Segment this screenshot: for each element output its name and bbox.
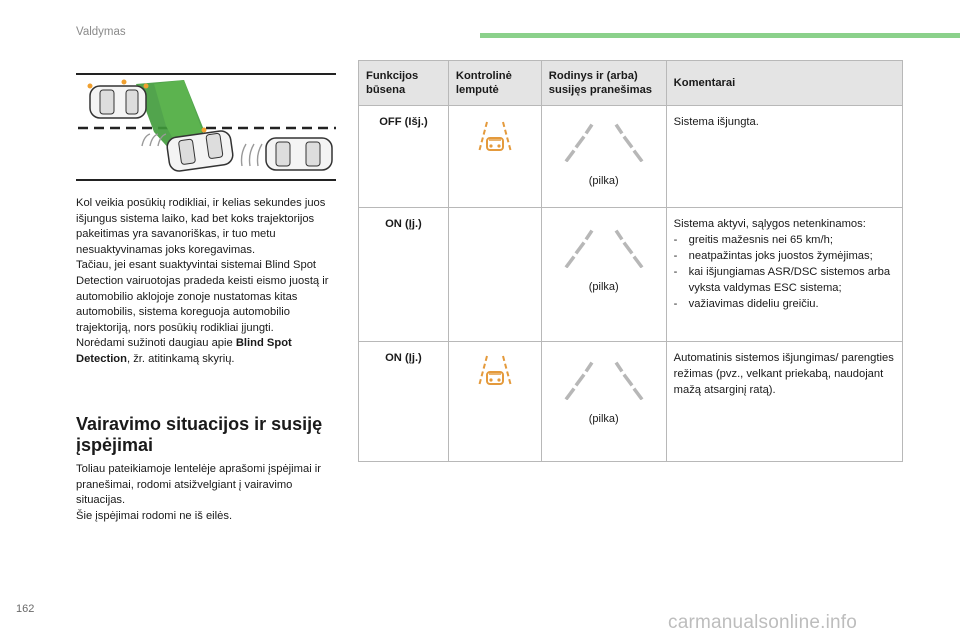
display-cell: [541, 208, 666, 342]
header-accent-bar: [480, 33, 960, 38]
page-number: 162: [16, 603, 35, 615]
lane-keep-warning-icon: [475, 120, 515, 156]
state-cell: ON (Įj.): [359, 342, 449, 462]
table-row: [359, 342, 903, 462]
lamp-cell: [448, 208, 541, 342]
paragraph-2: Tačiau, jei esant suaktyvintai sistemai Blind Spot Detection vairuotojas pradeda keisti eismo juostą ir automobilio aklojoje zonoje nustatomas kitas automobilis, sistema koreguoja automobilio trajektoriją, nors posūkių rodikliai įjungti.: [76, 259, 329, 334]
comment-text: Sistema aktyvi, sąlygos netenkinamos:: [673, 218, 866, 230]
more-info: [76, 336, 338, 367]
conditions-list: [674, 232, 895, 312]
table-row: [359, 106, 903, 208]
lane-change-illustration-icon: [76, 70, 336, 182]
header-comment: Komentarai: [666, 61, 902, 106]
list-item: - kai išjungiamas ASR/DSC sistemos arba vyksta valdymas ESC sistema;: [674, 264, 895, 296]
display-caption: (pilka): [588, 281, 619, 293]
state-cell: ON (Įj.): [359, 208, 449, 342]
display-caption: (pilka): [588, 413, 619, 425]
list-item: - greitis mažesnis nei 65 km/h;: [674, 232, 895, 248]
lane-lines-grey-icon: [559, 122, 649, 162]
table-intro: [76, 462, 338, 524]
list-item: - neatpažintas joks juostos žymėjimas;: [674, 248, 895, 264]
situations-table: [358, 60, 903, 462]
list-item: - važiavimas dideliu greičiu.: [674, 296, 895, 312]
header-display: Rodinys ir (arba) susijęs pranešimas: [541, 61, 666, 106]
display-cell: [541, 342, 666, 462]
state-cell: OFF (Išj.): [359, 106, 449, 208]
header-lamp: Kontrolinė lemputė: [448, 61, 541, 106]
comment-cell: Sistema išjungta.: [666, 106, 902, 208]
watermark: carmanualsonline.info: [668, 612, 858, 633]
intro-1: Toliau pateikiamoje lentelėje aprašomi įspėjimai ir pranešimai, rodomi atsižvelgiant į vairavimo situacijas.: [76, 463, 321, 507]
more-info-prefix: Norėdami sužinoti daugiau apie: [76, 337, 236, 350]
comment-cell: Automatinis sistemos išjungimas/ parengties režimas (pvz., velkant priekabą, naudojant mažą atsarginį ratą).: [666, 342, 902, 462]
more-info-suffix: , žr. atitinkamą skyrių.: [126, 352, 235, 365]
display-caption: (pilka): [588, 175, 619, 187]
paragraph-1: Kol veikia posūkių rodikliai, ir kelias sekundes juos išjungus sistema laiko, kad bet koks trajektorijos pakeitimas yra savanoriškas, ir tuo metu nesuaktyvinamas joks koregavimas.: [76, 197, 326, 256]
lane-keep-warning-icon: [475, 354, 515, 390]
more-info-bold: Blind Spot Detection: [76, 337, 292, 365]
section-heading: Vairavimo situacijos ir susiję įspėjimai: [76, 414, 323, 455]
display-cell: [541, 106, 666, 208]
table-header-row: [359, 61, 903, 106]
comment-cell: [666, 208, 902, 342]
lamp-cell: [448, 106, 541, 208]
intro-paragraphs: [76, 196, 338, 368]
lane-lines-grey-icon: [559, 228, 649, 268]
lane-lines-grey-icon: [559, 360, 649, 400]
header-function: Funkcijos būsena: [359, 61, 449, 106]
intro-2: Šie įspėjimai rodomi ne iš eilės.: [76, 509, 233, 522]
table-row: [359, 208, 903, 342]
section-label: Valdymas: [76, 26, 126, 38]
lamp-cell: [448, 342, 541, 462]
